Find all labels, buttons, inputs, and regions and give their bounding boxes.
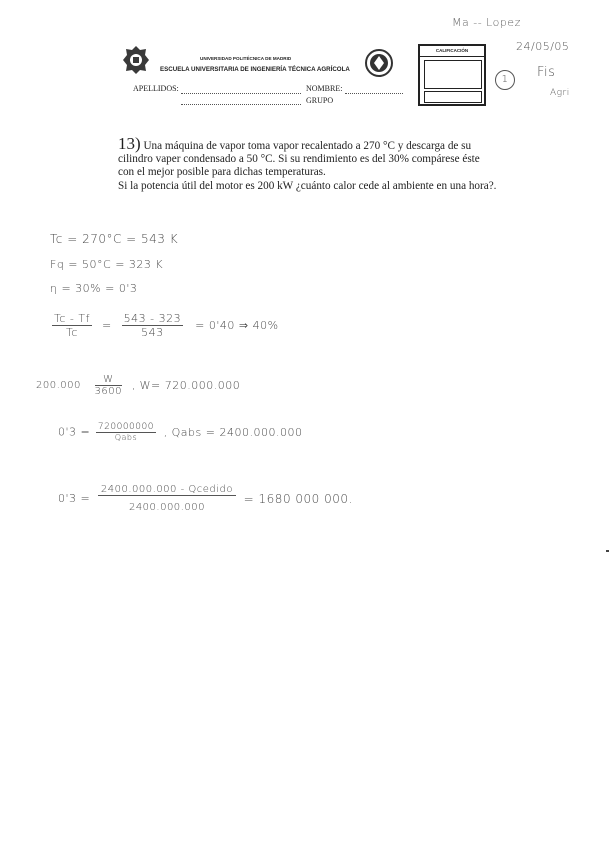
fraction-1-denominator: Tc [66,326,78,339]
problem-number: 13) [118,134,141,153]
problem-line-2: cilindro vaper condensado a 50 °C. Si su rendimiento es del 30% compárese éste [118,153,480,166]
problem-line-4: Si la potencia útil del motor es 200 kW ¿cuánto calor cede al ambiente en una hora?. [118,179,497,192]
university-name: UNIVERSIDAD POLITÉCNICA DE MADRID [200,56,292,61]
power-value: 200.000 [36,380,81,391]
fraction-2-denominator: 543 [141,326,164,339]
problem-statement [118,134,538,193]
annotation-subject: Fis [537,65,556,80]
heat-absorbed-result: , Qabs = 2400.000.000 [163,425,303,439]
grade-box-inner [424,60,482,89]
fraction-2-numerator: 543 - 323 [123,312,182,325]
grade-box [418,44,486,106]
problem-line-1: 13) Una máquina de vapor toma vapor recalentado a 270 °C y descarga de su [118,134,472,153]
solution-line-5 [36,374,240,397]
solution-line-2: Fq = 50°C = 323 K [50,258,164,271]
apellidos-dotted-line [181,93,301,94]
annotation-top-name: Ma -- Lopez [452,16,521,29]
grade-box-lower [424,91,482,103]
fraction-3-numerator: W [95,374,122,386]
annotation-circled-number [495,70,515,90]
apellidos-label: APELLIDOS: [133,84,179,93]
school-name: ESCUELA UNIVERSITARIA DE INGENIERÍA TÉCNICA AGRÍCOLA [160,66,350,73]
annotation-date: 24/05/05 [516,40,570,53]
solution-line-4: $\frac{Tc - Tf}{Tc}$ = $\frac{543 - 323}{543}$ = 0'40 ⇒ 40% [54,312,279,339]
university-crest-icon [120,44,152,76]
nombre-dotted-line [345,93,403,94]
solution-line-1: Tc = 270°C = 543 K [50,232,179,246]
heat-released-result: = 1680 000 000. [243,491,353,506]
grade-box-header: CALIFICACIÓN [420,46,484,57]
scan-mark [606,550,609,552]
fraction-5-denominator: 2400.000.000 [128,502,205,513]
fraction-4-denominator: Qabs [114,433,138,442]
solution-line-7 [58,484,353,513]
circled-number-text: 1 [501,74,509,85]
nombre-label: NOMBRE: [306,84,343,93]
efficiency-result: = 0'40 ⇒ 40% [195,319,279,332]
second-dotted-line [181,104,301,105]
work-result: , W= 720.000.000 [131,379,241,392]
problem-line-3: con el mejor posible para dichas temperaturas. [118,166,326,179]
fraction-1-numerator: Tc - Tf [54,312,90,325]
fraction-3-denominator: 3600 [94,386,122,397]
solution-line-6 [58,422,302,442]
fraction-4-numerator: 720000000 [97,422,154,432]
efficiency-eq-1: 0'3 = [58,425,91,439]
solution-line-3: η = 30% = 0'3 [50,282,138,295]
grupo-label: GRUPO [306,96,334,105]
school-seal-icon [364,48,394,78]
fraction-5-numerator: 2400.000.000 - Qcedido [98,484,236,496]
annotation-course: Agri [550,88,570,98]
efficiency-eq-2: 0'3 = [58,492,91,505]
